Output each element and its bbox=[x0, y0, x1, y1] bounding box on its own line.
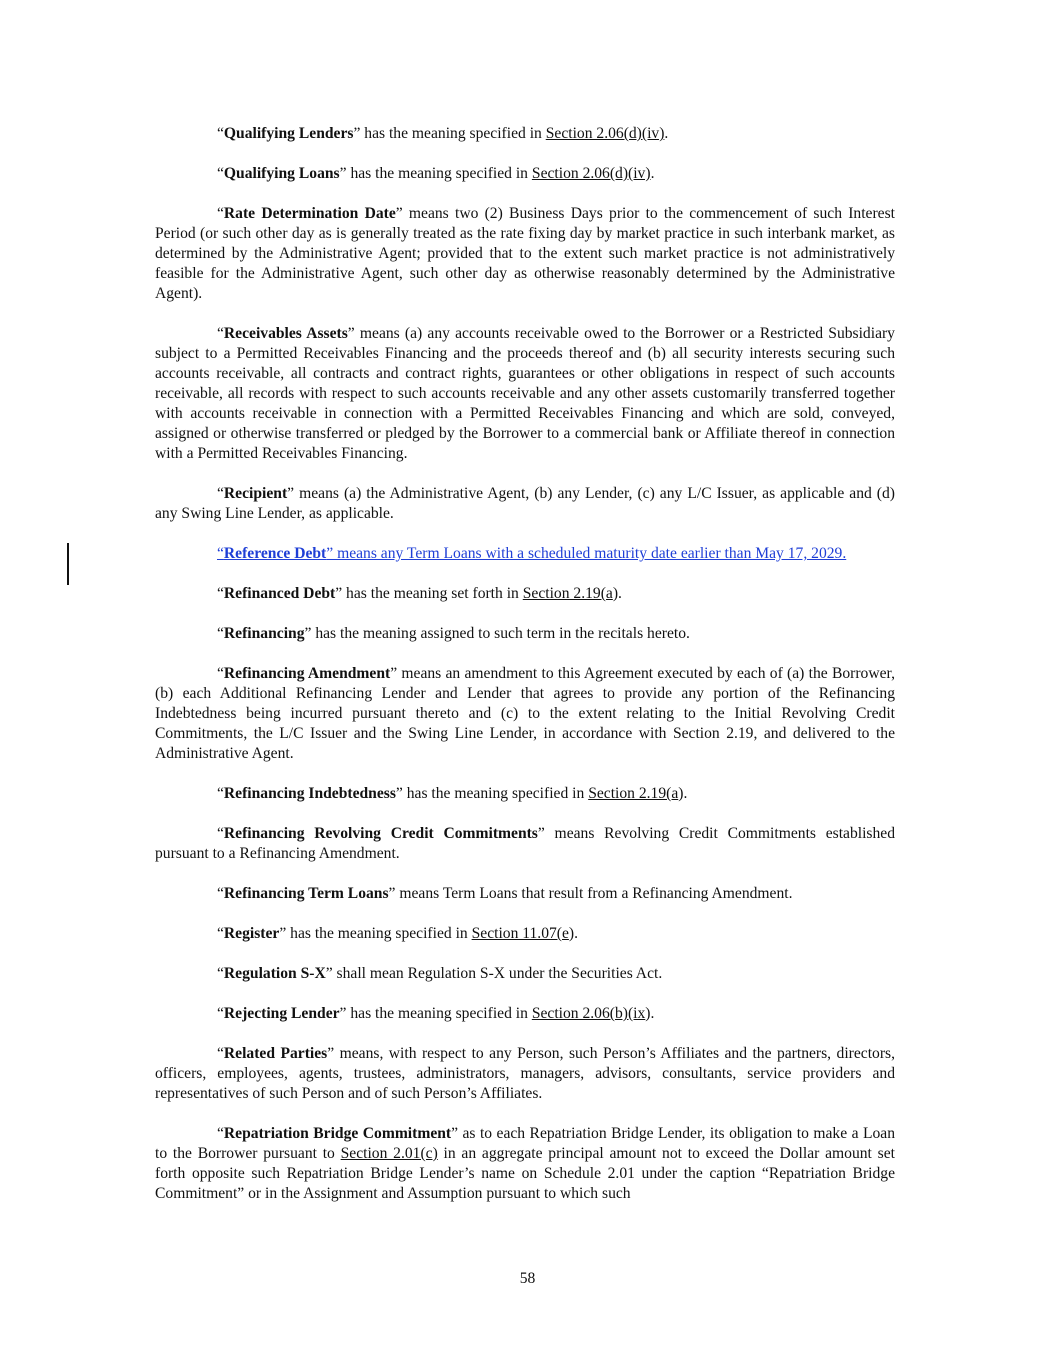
definition-text: “ bbox=[217, 1125, 224, 1142]
definition bbox=[155, 124, 895, 144]
definition bbox=[155, 884, 895, 904]
definition bbox=[155, 784, 895, 804]
definition-text: “ bbox=[217, 585, 224, 602]
defined-term: Register bbox=[223, 925, 280, 942]
definition-text: in an aggregate principal amount not to exceed the Dollar amount set forth opposite such Repatriation Bridge Lender’s name on Schedule 2.01 under the caption “Repatriation Bridge Commitment” or in the Assignment and Assumption pursuant to which such bbox=[155, 1145, 895, 1202]
inserted-text bbox=[217, 545, 846, 562]
defined-term: Reference Debt bbox=[223, 545, 327, 562]
defined-term: Refinancing Indebtedness bbox=[223, 785, 396, 802]
definition-text: ” means Revolving Credit Commitments established pursuant to a Refinancing Amendment. bbox=[155, 825, 896, 862]
section-reference: Section 2.06(d)(iv) bbox=[545, 125, 665, 142]
section-reference: Section 2.06(b)(ix bbox=[531, 1005, 646, 1022]
definition-text: ” has the meaning set forth in bbox=[335, 585, 523, 602]
definition-text: . bbox=[664, 125, 669, 142]
definition-text: ” shall mean Regulation S-X under the Securities Act. bbox=[325, 965, 663, 982]
definition-text: ” has the meaning specified in bbox=[395, 785, 589, 802]
definition bbox=[155, 1124, 895, 1204]
defined-term: Refinancing Term Loans bbox=[223, 885, 389, 902]
definition bbox=[155, 204, 895, 304]
defined-term: Recipient bbox=[223, 485, 288, 502]
definition-text: ” has the meaning assigned to such term in the recitals hereto. bbox=[304, 625, 690, 642]
definition-text: “ bbox=[217, 125, 224, 142]
defined-term: Rejecting Lender bbox=[223, 1005, 340, 1022]
definition-text: ). bbox=[678, 785, 688, 802]
definition bbox=[155, 324, 895, 464]
definition-text: ). bbox=[645, 1005, 655, 1022]
definition-text: ” means two (2) Business Days prior to the commencement of such Interest Period (or such other day as is generally treated as the rate fixing day by market practice in such interbank market, as determined by the Administrative Agent; provided that to the extent such market practice is not administratively feasible for the Administrative Agent, such other day as otherwise reasonably determined by the Administrative Agent). bbox=[155, 205, 895, 302]
definition-text: “ bbox=[217, 325, 224, 342]
defined-term: Repatriation Bridge Commitment bbox=[223, 1125, 452, 1142]
definition-text: ” has the meaning specified in bbox=[339, 165, 532, 182]
defined-term: Regulation S-X bbox=[223, 965, 326, 982]
document-page bbox=[155, 124, 895, 1224]
page-number: 58 bbox=[519, 1270, 536, 1287]
definition-text: ” has the meaning specified in bbox=[339, 1005, 532, 1022]
definition bbox=[155, 1044, 895, 1104]
defined-term: Refinancing bbox=[223, 625, 305, 642]
defined-term: Related Parties bbox=[223, 1045, 328, 1062]
definition-text: ). bbox=[568, 925, 578, 942]
definition-text: “ bbox=[217, 485, 224, 502]
definition bbox=[155, 624, 895, 644]
definition bbox=[155, 164, 895, 184]
definition-text: “ bbox=[217, 965, 224, 982]
definition bbox=[155, 484, 895, 524]
definition-text: “ bbox=[217, 665, 224, 682]
section-reference: Section 2.01(c) bbox=[340, 1145, 438, 1162]
definition-text: ” means an amendment to this Agreement executed by each of (a) the Borrower, (b) each Additional Refinancing Lender and Lender that agrees to provide any portion of the Refinancing Indebtedness being incurred pursuant thereto and (c) to the extent relating to the Initial Revolving Credit Commitments, the L/C Issuer and the Swing Line Lender, in accordance with Section 2.19, and delivered to the Administrative Agent. bbox=[155, 665, 895, 762]
defined-term: Receivables Assets bbox=[223, 325, 348, 342]
definition-text: ” means any Term Loans with a scheduled maturity date earlier than May 17, 2029. bbox=[326, 545, 847, 562]
defined-term: Refinancing Revolving Credit Commitments bbox=[223, 825, 538, 842]
definition-text: ” means Term Loans that result from a Refinancing Amendment. bbox=[388, 885, 793, 902]
definition-text: ” means (a) any accounts receivable owed to the Borrower or a Restricted Subsidiary subject to a Permitted Receivables Financing and the proceeds thereof and (b) all security interests securing such accounts receivable, all contracts and contract rights, guarantees or other obligations in respect of such accounts receivable, all records with respect to such accounts receivable and any other assets customarily transferred together with accounts receivable in connection with a Permitted Receivables Financing and which are sold, conveyed, assigned or otherwise transferred or pledged by the Borrower to a commercial bank or Affiliate thereof in connection with a Permitted Receivables Financing. bbox=[155, 325, 895, 462]
section-reference: Section 2.06(d)(iv) bbox=[531, 165, 651, 182]
definition-text: ” means (a) the Administrative Agent, (b) any Lender, (c) any L/C Issuer, as applicable and (d) any Swing Line Lender, as applicable. bbox=[155, 485, 895, 522]
definition-text: “ bbox=[217, 885, 224, 902]
definition-text: . bbox=[650, 165, 655, 182]
definition-text: “ bbox=[217, 785, 224, 802]
definition bbox=[155, 964, 895, 984]
definition bbox=[155, 664, 895, 764]
definition-inserted bbox=[155, 544, 895, 564]
definition-text: “ bbox=[217, 625, 224, 642]
definition-text: ). bbox=[612, 585, 622, 602]
definition-text: “ bbox=[217, 165, 224, 182]
definition bbox=[155, 924, 895, 944]
definition-text: ” has the meaning specified in bbox=[279, 925, 472, 942]
revision-bar bbox=[67, 543, 69, 585]
definition-text: “ bbox=[217, 1045, 224, 1062]
definition-text: “ bbox=[217, 925, 224, 942]
defined-term: Qualifying Loans bbox=[223, 165, 340, 182]
definition-text: ” means, with respect to any Person, such Person’s Affiliates and the partners, directors, officers, employees, agents, trustees, administrators, managers, advisors, consultants, service providers and representatives of such Person and of such Person’s Affiliates. bbox=[155, 1045, 895, 1102]
defined-term: Qualifying Lenders bbox=[223, 125, 354, 142]
definition-text: “ bbox=[217, 545, 224, 562]
definition-text: ” as to each Repatriation Bridge Lender, its obligation to make a Loan to the Borrower pursuant to bbox=[155, 1125, 895, 1162]
defined-term: Rate Determination Date bbox=[223, 205, 396, 222]
defined-term: Refinancing Amendment bbox=[223, 665, 391, 682]
defined-term: Refinanced Debt bbox=[223, 585, 336, 602]
section-reference: Section 2.19(a bbox=[522, 585, 613, 602]
definition-text: “ bbox=[217, 1005, 224, 1022]
definition bbox=[155, 824, 895, 864]
section-reference: Section 11.07(e bbox=[471, 925, 569, 942]
section-reference: Section 2.19(a bbox=[588, 785, 679, 802]
definition-text: “ bbox=[217, 205, 224, 222]
definition bbox=[155, 1004, 895, 1024]
definition-text: “ bbox=[217, 825, 224, 842]
definition bbox=[155, 584, 895, 604]
definition-text: ” has the meaning specified in bbox=[353, 125, 546, 142]
